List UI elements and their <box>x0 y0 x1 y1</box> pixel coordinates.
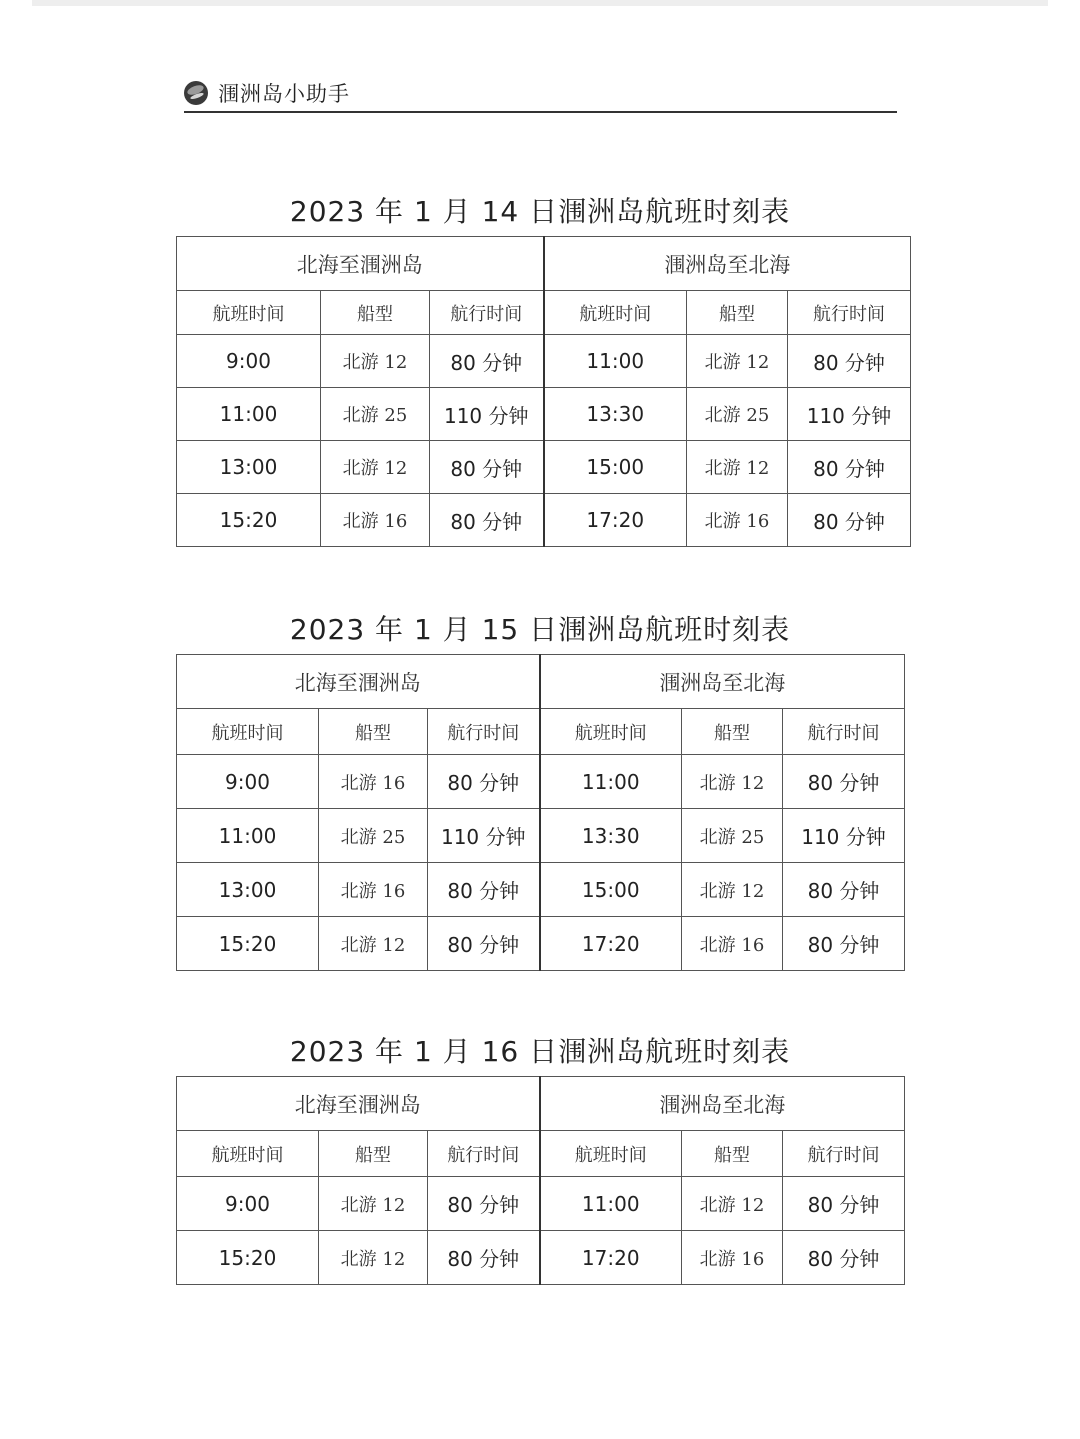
table-row <box>177 335 911 388</box>
direction-weizhou-to-beihai: 涠洲岛至北海 <box>544 237 911 291</box>
top-edge-strip <box>32 0 1048 6</box>
table-row <box>177 809 905 863</box>
ship-name: 北游 12 <box>321 441 430 494</box>
table-row <box>177 494 911 547</box>
schedule-table-jan-14 <box>176 236 911 547</box>
direction-beihai-to-weizhou: 北海至涠洲岛 <box>177 1077 540 1131</box>
table-row <box>177 1177 905 1231</box>
ship-name: 北游 12 <box>319 1231 428 1285</box>
header-rule <box>184 111 897 113</box>
departure-time: 17:20 <box>544 494 687 547</box>
ship-name: 北游 12 <box>687 335 788 388</box>
travel-duration: 80 分钟 <box>783 917 905 971</box>
direction-weizhou-to-beihai: 涠洲岛至北海 <box>540 655 905 709</box>
table-row <box>177 441 911 494</box>
departure-time: 11:00 <box>544 335 687 388</box>
ship-name: 北游 25 <box>687 388 788 441</box>
col-header-duration: 航行时间 <box>430 291 544 335</box>
ship-name: 北游 12 <box>682 755 783 809</box>
ship-name: 北游 12 <box>682 863 783 917</box>
schedule-title-jan-16: 2023 年 1 月 16 日涠洲岛航班时刻表 <box>289 1035 791 1068</box>
ship-name: 北游 16 <box>682 917 783 971</box>
departure-time: 11:00 <box>177 809 319 863</box>
departure-time: 13:00 <box>177 441 321 494</box>
departure-time: 9:00 <box>177 335 321 388</box>
col-header-ship: 船型 <box>682 1131 783 1177</box>
travel-duration: 80 分钟 <box>788 335 911 388</box>
table-row <box>177 388 911 441</box>
col-header-ship: 船型 <box>687 291 788 335</box>
ship-name: 北游 12 <box>319 1177 428 1231</box>
ship-name: 北游 16 <box>321 494 430 547</box>
travel-duration: 80 分钟 <box>788 441 911 494</box>
ship-name: 北游 12 <box>687 441 788 494</box>
travel-duration: 80 分钟 <box>783 1177 905 1231</box>
departure-time: 15:20 <box>177 917 319 971</box>
col-header-ship: 船型 <box>682 709 783 755</box>
travel-duration: 80 分钟 <box>430 441 544 494</box>
departure-time: 11:00 <box>540 1177 682 1231</box>
col-header-duration: 航行时间 <box>428 1131 540 1177</box>
ship-name: 北游 12 <box>682 1177 783 1231</box>
island-logo-icon <box>184 81 208 105</box>
schedule-table-jan-16 <box>176 1076 905 1285</box>
col-header-departure: 航班时间 <box>177 709 319 755</box>
travel-duration: 80 分钟 <box>428 1231 540 1285</box>
col-header-duration: 航行时间 <box>788 291 911 335</box>
departure-time: 9:00 <box>177 755 319 809</box>
travel-duration: 80 分钟 <box>788 494 911 547</box>
travel-duration: 110 分钟 <box>783 809 905 863</box>
departure-time: 15:00 <box>544 441 687 494</box>
col-header-duration: 航行时间 <box>428 709 540 755</box>
col-header-duration: 航行时间 <box>783 1131 905 1177</box>
departure-time: 17:20 <box>540 1231 682 1285</box>
col-header-ship: 船型 <box>319 709 428 755</box>
ship-name: 北游 16 <box>682 1231 783 1285</box>
departure-time: 15:20 <box>177 494 321 547</box>
ship-name: 北游 12 <box>321 335 430 388</box>
col-header-duration: 航行时间 <box>783 709 905 755</box>
travel-duration: 110 分钟 <box>788 388 911 441</box>
ship-name: 北游 25 <box>319 809 428 863</box>
direction-beihai-to-weizhou: 北海至涠洲岛 <box>177 655 540 709</box>
ship-name: 北游 25 <box>682 809 783 863</box>
ship-name: 北游 16 <box>319 755 428 809</box>
travel-duration: 80 分钟 <box>783 863 905 917</box>
departure-time: 11:00 <box>540 755 682 809</box>
col-header-departure: 航班时间 <box>177 1131 319 1177</box>
ship-name: 北游 16 <box>319 863 428 917</box>
brand-name: 涠洲岛小助手 <box>218 82 350 106</box>
ship-name: 北游 25 <box>321 388 430 441</box>
col-header-departure: 航班时间 <box>540 709 682 755</box>
travel-duration: 80 分钟 <box>428 917 540 971</box>
table-row <box>177 755 905 809</box>
travel-duration: 80 分钟 <box>783 1231 905 1285</box>
ship-name: 北游 12 <box>319 917 428 971</box>
departure-time: 13:30 <box>540 809 682 863</box>
schedule-title-jan-14: 2023 年 1 月 14 日涠洲岛航班时刻表 <box>289 195 791 228</box>
col-header-departure: 航班时间 <box>540 1131 682 1177</box>
departure-time: 15:00 <box>540 863 682 917</box>
direction-beihai-to-weizhou: 北海至涠洲岛 <box>177 237 544 291</box>
travel-duration: 80 分钟 <box>428 863 540 917</box>
col-header-departure: 航班时间 <box>544 291 687 335</box>
schedule-table-jan-15 <box>176 654 905 971</box>
departure-time: 15:20 <box>177 1231 319 1285</box>
direction-weizhou-to-beihai: 涠洲岛至北海 <box>540 1077 905 1131</box>
brand-header <box>184 78 350 108</box>
ship-name: 北游 16 <box>687 494 788 547</box>
departure-time: 11:00 <box>177 388 321 441</box>
travel-duration: 80 分钟 <box>430 335 544 388</box>
col-header-ship: 船型 <box>321 291 430 335</box>
departure-time: 9:00 <box>177 1177 319 1231</box>
travel-duration: 110 分钟 <box>428 809 540 863</box>
departure-time: 13:00 <box>177 863 319 917</box>
departure-time: 13:30 <box>544 388 687 441</box>
table-row <box>177 917 905 971</box>
travel-duration: 80 分钟 <box>428 1177 540 1231</box>
travel-duration: 80 分钟 <box>428 755 540 809</box>
departure-time: 17:20 <box>540 917 682 971</box>
travel-duration: 80 分钟 <box>783 755 905 809</box>
table-row <box>177 863 905 917</box>
schedule-title-jan-15: 2023 年 1 月 15 日涠洲岛航班时刻表 <box>289 613 791 646</box>
travel-duration: 110 分钟 <box>430 388 544 441</box>
col-header-ship: 船型 <box>319 1131 428 1177</box>
travel-duration: 80 分钟 <box>430 494 544 547</box>
col-header-departure: 航班时间 <box>177 291 321 335</box>
table-row <box>177 1231 905 1285</box>
